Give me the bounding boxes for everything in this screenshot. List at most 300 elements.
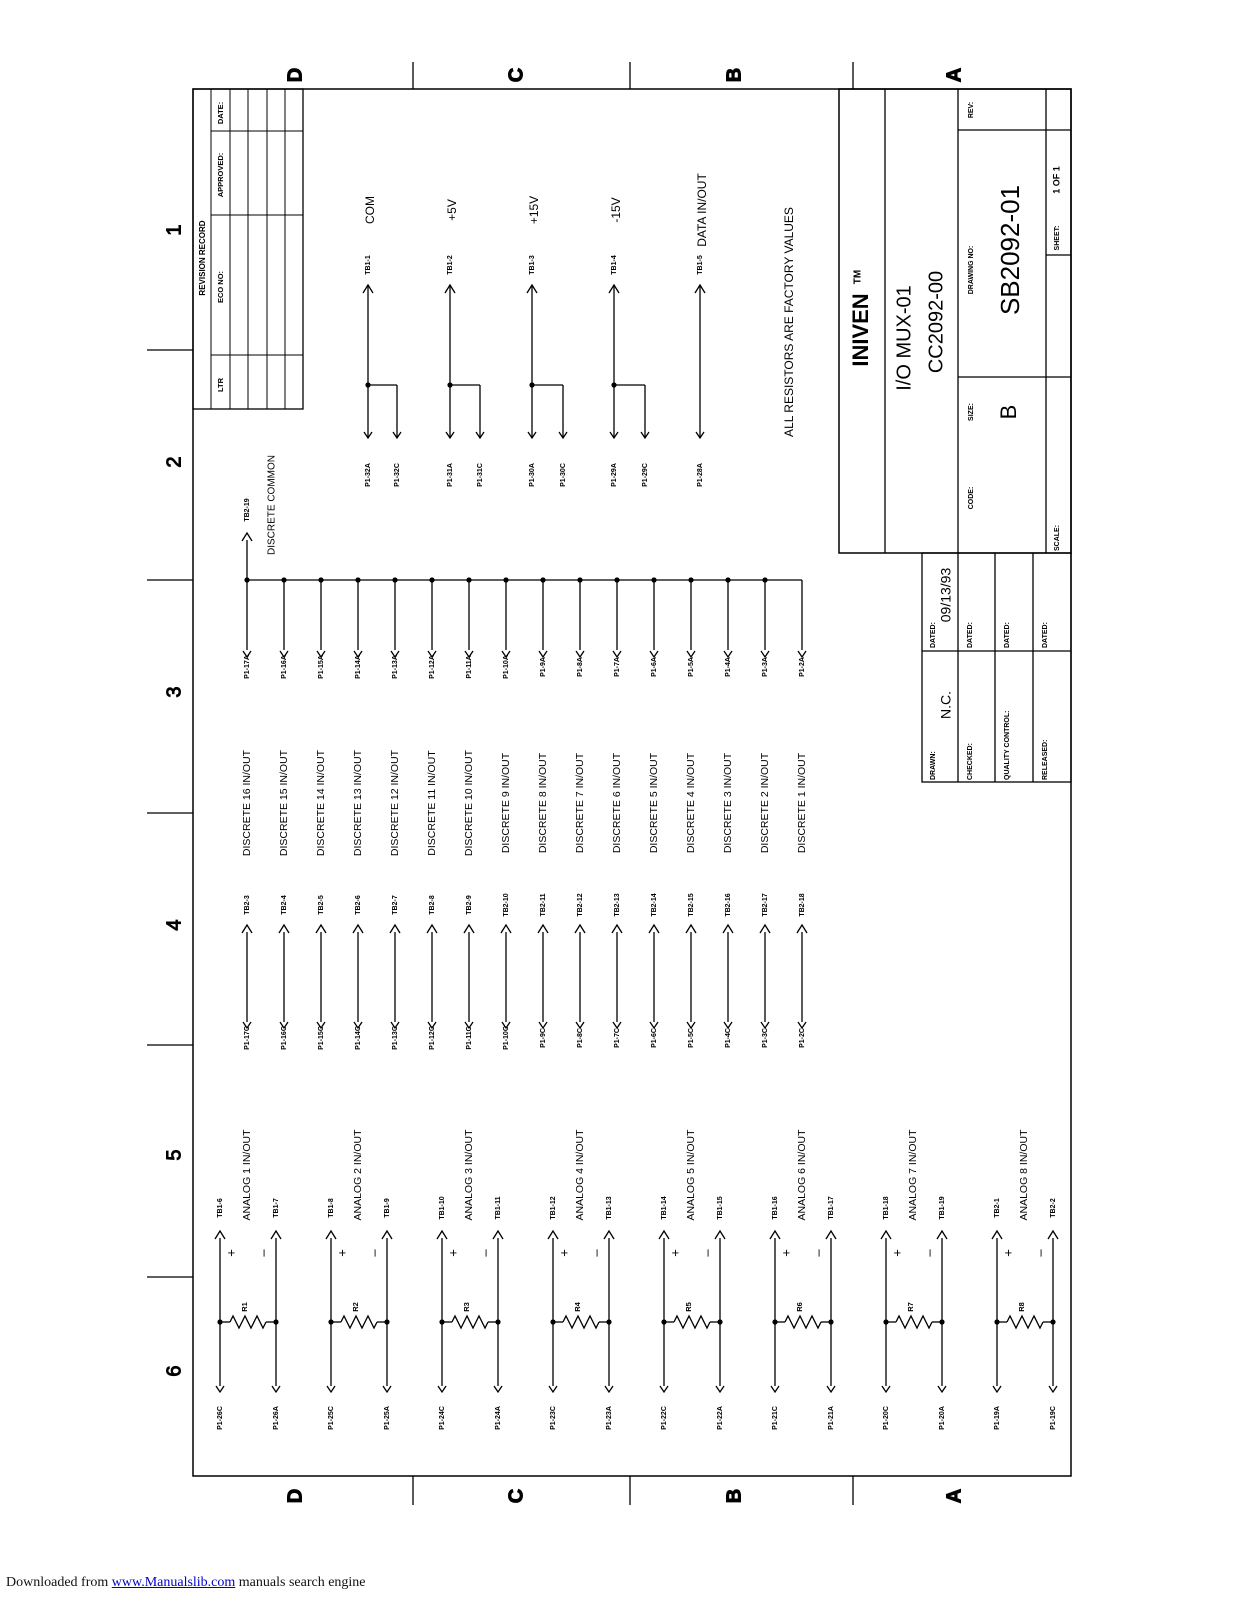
- connector-pin-label: P1-26C: [216, 1406, 224, 1430]
- connector-pin-label: P1-19A: [993, 1406, 1001, 1430]
- terminal-arrow: [390, 925, 400, 933]
- connector-pin-label: P1-6A: [650, 657, 658, 677]
- discrete-signal-label: DISCRETE 14 IN/OUT: [314, 749, 327, 857]
- connector-chevron: [798, 1022, 806, 1028]
- connector-pin-label: P1-9A: [539, 657, 547, 677]
- approvals-block: [922, 553, 1071, 782]
- connector-chevron: [539, 651, 547, 657]
- discrete-signal-label: DISCRETE 9 IN/OUT: [499, 752, 512, 854]
- discrete-signal-label: DISCRETE 6 IN/OUT: [610, 752, 623, 854]
- terminal-arrow: [649, 925, 659, 933]
- terminal-label: TB1-10: [438, 1196, 446, 1220]
- analog-signal-label: ANALOG 1 IN/OUT: [240, 1129, 253, 1221]
- power-connections: [363, 173, 796, 487]
- junction-dot: [217, 1319, 222, 1324]
- discrete-signal-label: DISCRETE 1 IN/OUT: [795, 752, 808, 854]
- terminal-label: TB2-12: [576, 893, 584, 917]
- resistor-symbol: [785, 1316, 821, 1328]
- terminal-label: TB2-2: [1049, 1198, 1057, 1218]
- terminal-label: TB2-5: [317, 895, 325, 915]
- connector-pin-label: P1-15C: [317, 1026, 325, 1050]
- terminal-label: TB2-14: [650, 893, 658, 917]
- discrete-common-label: DISCRETE COMMON: [266, 455, 278, 555]
- approval-name: N.C.: [937, 691, 954, 719]
- connector-pin-label: P1-23A: [605, 1406, 613, 1430]
- junction-dot: [495, 1319, 500, 1324]
- connector-pin-label: P1-13A: [391, 655, 399, 679]
- terminal-label: TB2-15: [687, 893, 695, 917]
- revision-column-header: LTR: [215, 377, 225, 393]
- connector-chevron: [576, 651, 584, 657]
- connector-pin-label: P1-4A: [724, 657, 732, 677]
- signal-label: +15V: [527, 195, 542, 225]
- terminal-arrow: [382, 1231, 392, 1239]
- polarity-minus: –: [921, 1249, 937, 1257]
- discrete-signal-label: DISCRETE 4 IN/OUT: [684, 752, 697, 854]
- connector-pin-label: P1-23C: [549, 1406, 557, 1430]
- discrete-signal-label: DISCRETE 15 IN/OUT: [277, 749, 290, 857]
- connector-chevron: [494, 1386, 502, 1392]
- junction-dot: [883, 1319, 888, 1324]
- resistor-symbol: [1007, 1316, 1043, 1328]
- connector-chevron: [650, 1022, 658, 1028]
- connector-pin-label: P1-11A: [465, 655, 473, 679]
- scale-label: SCALE:: [1053, 524, 1061, 552]
- terminal-arrow: [493, 1231, 503, 1239]
- connector-chevron: [761, 1022, 769, 1028]
- analog-signal-label: ANALOG 5 IN/OUT: [684, 1129, 697, 1221]
- terminal-arrow: [316, 925, 326, 933]
- approval-role-label: RELEASED:: [1041, 739, 1049, 780]
- terminal-arrow: [575, 925, 585, 933]
- discrete-signal-label: DISCRETE 7 IN/OUT: [573, 752, 586, 854]
- discrete-signal-label: DISCRETE 3 IN/OUT: [721, 752, 734, 854]
- connector-pin-label: P1-16A: [280, 655, 288, 679]
- connector-chevron: [613, 651, 621, 657]
- connector-chevron: [771, 1386, 779, 1392]
- junction-dot: [273, 1319, 278, 1324]
- analog-channel: [215, 1129, 281, 1430]
- terminal-label: TB2-3: [243, 895, 251, 915]
- analog-connections: [215, 1129, 1058, 1430]
- discrete-signal-label: DISCRETE 16 IN/OUT: [240, 749, 253, 857]
- connector-pin-label: P1-16C: [280, 1026, 288, 1050]
- approval-dated-label: DATED:: [1041, 622, 1049, 648]
- terminal-label: TB1-11: [494, 1196, 502, 1220]
- connector-chevron: [993, 1386, 1001, 1392]
- terminal-arrow: [353, 925, 363, 933]
- zone-number: 4: [163, 919, 186, 931]
- terminal-label: TB2-10: [502, 893, 510, 917]
- connector-pin-label: P1-22A: [716, 1406, 724, 1430]
- polarity-minus: –: [588, 1249, 604, 1257]
- connector-chevron: [539, 1022, 547, 1028]
- terminal-label: TB2-4: [280, 895, 288, 915]
- terminal-arrow: [464, 925, 474, 933]
- connector-pin-label: P1-5A: [687, 657, 695, 677]
- zone-number: 6: [163, 1365, 186, 1377]
- footer-suffix: manuals search engine: [235, 1575, 366, 1590]
- terminal-arrow: [501, 925, 511, 933]
- connector-chevron: [827, 1386, 835, 1392]
- terminal-arrow: [881, 1231, 891, 1239]
- polarity-minus: –: [366, 1249, 382, 1257]
- connector-pin-label: P1-29A: [610, 463, 618, 487]
- junction-dot: [828, 1319, 833, 1324]
- connector-chevron: [650, 651, 658, 657]
- terminal-arrow: [659, 1231, 669, 1239]
- connector-pin-label: P1-11C: [465, 1026, 473, 1050]
- resistor-symbol: [563, 1316, 599, 1328]
- title-block-border: [839, 89, 1071, 553]
- connector-pin-label: P1-2C: [798, 1028, 806, 1048]
- size-value: B: [995, 404, 1021, 420]
- resistor-label: R3: [461, 1302, 471, 1312]
- junction-dot: [384, 1319, 389, 1324]
- polarity-minus: –: [477, 1249, 493, 1257]
- connector-pin-label: P1-2A: [798, 657, 806, 677]
- terminal-label: TB1-5: [696, 255, 704, 275]
- junction-dot: [606, 1319, 611, 1324]
- terminal-arrow: [612, 925, 622, 933]
- revision-record-title: REVISION RECORD: [198, 220, 208, 296]
- terminal-label: TB1-3: [528, 255, 536, 275]
- polarity-minus: –: [1032, 1249, 1048, 1257]
- connector-pin-label: P1-32A: [364, 463, 372, 487]
- analog-channel: [437, 1129, 503, 1430]
- terminal-label: TB1-15: [716, 1196, 724, 1220]
- approval-date: 09/13/93: [937, 567, 954, 623]
- terminal-arrow: [760, 925, 770, 933]
- terminal-arrow: [937, 1231, 947, 1239]
- connector-pin-label: P1-9C: [539, 1028, 547, 1048]
- connector-pin-label: P1-32C: [393, 463, 401, 487]
- connector-chevron: [327, 1386, 335, 1392]
- analog-channel: [548, 1129, 614, 1430]
- terminal-label: TB2-11: [539, 893, 547, 917]
- connector-chevron: [716, 1386, 724, 1392]
- connector-chevron: [687, 651, 695, 657]
- junction-dot: [661, 1319, 666, 1324]
- polarity-plus: +: [556, 1249, 572, 1257]
- company-logo-text: INIVEN: [847, 293, 873, 367]
- drawing-number: SB2092-01: [994, 184, 1025, 316]
- terminal-arrow: [686, 925, 696, 933]
- download-footer: [6, 1575, 366, 1591]
- connector-pin-label: P1-29C: [641, 463, 649, 487]
- connector-chevron: [761, 651, 769, 657]
- connector-pin-label: P1-20A: [938, 1406, 946, 1430]
- discrete-signal-label: DISCRETE 11 IN/OUT: [425, 750, 438, 856]
- terminal-label: TB2-1: [993, 1198, 1001, 1218]
- terminal-arrow: [271, 1231, 281, 1239]
- drawing-number-label: DRAWING NO:: [967, 245, 975, 295]
- connector-pin-label: P1-22C: [660, 1406, 668, 1430]
- zone-letter: A: [943, 1488, 966, 1504]
- zone-number: 1: [163, 224, 186, 236]
- rev-label: REV:: [967, 101, 975, 119]
- analog-channel: [659, 1129, 725, 1430]
- terminal-label: TB1-8: [327, 1198, 335, 1218]
- connector-chevron: [882, 1386, 890, 1392]
- connector-pin-label: P1-30A: [528, 463, 536, 487]
- resistor-symbol: [230, 1316, 266, 1328]
- terminal-arrow: [1048, 1231, 1058, 1239]
- terminal-label: TB1-2: [446, 255, 454, 275]
- connector-chevron: [660, 1386, 668, 1392]
- resistor-symbol: [896, 1316, 932, 1328]
- resistor-label: R7: [905, 1302, 915, 1312]
- revision-column-header: DATE:: [215, 101, 225, 125]
- terminal-arrow: [548, 1231, 558, 1239]
- resistor-label: R6: [794, 1302, 804, 1312]
- connector-pin-label: P1-14A: [354, 655, 362, 679]
- junction-dot: [439, 1319, 444, 1324]
- approval-dated-label: DATED:: [1003, 622, 1011, 648]
- analog-channel: [881, 1129, 947, 1430]
- junction-dot: [717, 1319, 722, 1324]
- connector-chevron: [576, 1022, 584, 1028]
- terminal-arrow: [538, 925, 548, 933]
- connector-chevron: [1049, 1386, 1057, 1392]
- discrete-signal-label: DISCRETE 12 IN/OUT: [388, 749, 401, 857]
- discrete-signal-label: DISCRETE 5 IN/OUT: [647, 752, 660, 854]
- trademark-mark: TM: [852, 269, 864, 285]
- connector-chevron: [613, 1022, 621, 1028]
- discrete-signal-label: DISCRETE 8 IN/OUT: [536, 752, 549, 854]
- revision-record-table: [193, 89, 303, 409]
- terminal-label: TB2-9: [465, 895, 473, 915]
- connector-pin-label: P1-21A: [827, 1406, 835, 1430]
- connector-pin-label: P1-10C: [502, 1026, 510, 1050]
- analog-signal-label: ANALOG 7 IN/OUT: [906, 1129, 919, 1221]
- connector-pin-label: P1-21C: [771, 1406, 779, 1430]
- connector-pin-label: P1-8C: [576, 1028, 584, 1048]
- terminal-label: TB1-1: [364, 255, 372, 275]
- resistor-symbol: [674, 1316, 710, 1328]
- terminal-arrow: [242, 533, 252, 541]
- terminal-arrow: [279, 925, 289, 933]
- connector-pin-label: P1-12C: [428, 1026, 436, 1050]
- terminal-label: TB1-6: [216, 1198, 224, 1218]
- terminal-label: TB1-13: [605, 1196, 613, 1220]
- analog-signal-label: ANALOG 3 IN/OUT: [462, 1129, 475, 1221]
- connector-pin-label: P1-24A: [494, 1406, 502, 1430]
- polarity-plus: +: [334, 1249, 350, 1257]
- zone-letter: A: [943, 67, 966, 83]
- connector-pin-label: P1-25C: [327, 1406, 335, 1430]
- polarity-minus: –: [255, 1249, 271, 1257]
- terminal-label: TB2-16: [724, 893, 732, 917]
- analog-signal-label: ANALOG 2 IN/OUT: [351, 1129, 364, 1221]
- connector-pin-label: P1-17C: [243, 1026, 251, 1050]
- connector-pin-label: P1-7A: [613, 657, 621, 677]
- connector-pin-label: P1-3C: [761, 1028, 769, 1048]
- terminal-label: TB1-19: [938, 1196, 946, 1220]
- zone-number: 2: [163, 456, 186, 468]
- discrete-connections: [241, 455, 808, 1050]
- terminal-label: TB1-12: [549, 1196, 557, 1220]
- analog-channel: [770, 1129, 836, 1430]
- terminal-arrow: [427, 925, 437, 933]
- analog-signal-label: ANALOG 6 IN/OUT: [795, 1129, 808, 1221]
- resistor-label: R4: [572, 1302, 582, 1312]
- terminal-arrow: [604, 1231, 614, 1239]
- connector-pin-label: P1-12A: [428, 655, 436, 679]
- connector-chevron: [272, 1386, 280, 1392]
- zone-letter: D: [284, 67, 307, 83]
- zone-letter: C: [505, 1488, 528, 1504]
- zone-letter: D: [284, 1488, 307, 1504]
- approval-role-label: DRAWN:: [929, 751, 937, 780]
- connector-pin-label: P1-31C: [476, 463, 484, 487]
- terminal-arrow: [797, 925, 807, 933]
- polarity-plus: +: [667, 1249, 683, 1257]
- connector-pin-label: P1-8A: [576, 657, 584, 677]
- connector-pin-label: P1-25A: [383, 1406, 391, 1430]
- manualslib-link[interactable]: www.Manualslib.com: [111, 1575, 236, 1590]
- discrete-signal-label: DISCRETE 2 IN/OUT: [758, 752, 771, 854]
- connector-pin-label: P1-4C: [724, 1028, 732, 1048]
- terminal-arrow: [215, 1231, 225, 1239]
- sheet-label: SHEET:: [1053, 225, 1061, 251]
- terminal-label: TB1-16: [771, 1196, 779, 1220]
- polarity-plus: +: [889, 1249, 905, 1257]
- terminal-label: TB2-6: [354, 895, 362, 915]
- resistor-label: R8: [1016, 1302, 1026, 1312]
- terminal-label: TB1-17: [827, 1196, 835, 1220]
- drawing-title: I/O MUX-01: [893, 285, 916, 391]
- analog-channel: [326, 1129, 392, 1430]
- drawing-subtitle: CC2092-00: [925, 270, 948, 374]
- polarity-plus: +: [1000, 1249, 1016, 1257]
- approval-role-label: QUALITY CONTROL:: [1003, 710, 1011, 780]
- connector-pin-label: P1-7C: [613, 1028, 621, 1048]
- terminal-arrow: [992, 1231, 1002, 1239]
- signal-label: DATA IN/OUT: [695, 173, 710, 247]
- revision-column-header: APPROVED:: [215, 152, 225, 198]
- connector-pin-label: P1-5C: [687, 1028, 695, 1048]
- terminal-label: TB2-8: [428, 895, 436, 915]
- discrete-signal-label: DISCRETE 10 IN/OUT: [462, 749, 475, 857]
- connector-pin-label: P1-26A: [272, 1406, 280, 1430]
- footer-prefix: Downloaded from: [6, 1575, 112, 1590]
- junction-dot: [994, 1319, 999, 1324]
- signal-label: +5V: [445, 199, 460, 221]
- size-label: SIZE:: [967, 403, 975, 421]
- terminal-arrow: [715, 1231, 725, 1239]
- terminal-arrow: [723, 925, 733, 933]
- zone-letter: C: [505, 67, 528, 83]
- terminal-label: TB2-19: [243, 498, 251, 522]
- title-block: [839, 89, 1071, 553]
- junction-dot: [939, 1319, 944, 1324]
- terminal-label: TB2-17: [761, 893, 769, 917]
- revision-column-header: ECO NO:: [215, 270, 225, 304]
- polarity-plus: +: [223, 1249, 239, 1257]
- connector-pin-label: P1-14C: [354, 1026, 362, 1050]
- zone-letter: B: [723, 1488, 746, 1504]
- junction-dot: [550, 1319, 555, 1324]
- connector-chevron: [724, 1022, 732, 1028]
- connector-pin-label: P1-17A: [243, 655, 251, 679]
- connector-pin-label: P1-6C: [650, 1028, 658, 1048]
- approval-dated-label: DATED:: [929, 622, 937, 648]
- connector-chevron: [605, 1386, 613, 1392]
- connector-pin-label: P1-31A: [446, 463, 454, 487]
- sheet-value: 1 OF 1: [1051, 166, 1062, 194]
- connector-chevron: [724, 651, 732, 657]
- terminal-label: TB2-18: [798, 893, 806, 917]
- resistor-label: R1: [239, 1302, 249, 1312]
- terminal-label: TB1-14: [660, 1196, 668, 1220]
- polarity-plus: +: [445, 1249, 461, 1257]
- terminal-arrow: [242, 925, 252, 933]
- terminal-label: TB2-13: [613, 893, 621, 917]
- connector-chevron: [216, 1386, 224, 1392]
- connector-chevron: [798, 651, 806, 657]
- analog-channel: [992, 1129, 1058, 1430]
- resistor-symbol: [341, 1316, 377, 1328]
- terminal-label: TB1-7: [272, 1198, 280, 1218]
- connector-pin-label: P1-10A: [502, 655, 510, 679]
- approval-role-label: CHECKED:: [966, 743, 974, 780]
- connector-chevron: [938, 1386, 946, 1392]
- signal-label: -15V: [609, 197, 624, 223]
- connector-pin-label: P1-28A: [696, 463, 704, 487]
- connector-pin-label: P1-30C: [559, 463, 567, 487]
- junction-dot: [1050, 1319, 1055, 1324]
- approval-dated-label: DATED:: [966, 622, 974, 648]
- junction-dot: [772, 1319, 777, 1324]
- terminal-arrow: [826, 1231, 836, 1239]
- terminal-arrow: [326, 1231, 336, 1239]
- connector-pin-label: P1-24C: [438, 1406, 446, 1430]
- polarity-plus: +: [778, 1249, 794, 1257]
- signal-label: COM: [363, 196, 378, 224]
- terminal-arrow: [437, 1231, 447, 1239]
- zone-letter: B: [723, 67, 746, 83]
- resistor-label: R2: [350, 1302, 360, 1312]
- zone-number: 3: [163, 686, 186, 698]
- terminal-arrow: [770, 1231, 780, 1239]
- connector-pin-label: P1-13C: [391, 1026, 399, 1050]
- junction-dot: [328, 1319, 333, 1324]
- polarity-minus: –: [699, 1249, 715, 1257]
- discrete-signal-label: DISCRETE 13 IN/OUT: [351, 749, 364, 857]
- factory-values-note: ALL RESISTORS ARE FACTORY VALUES: [782, 207, 797, 437]
- terminal-label: TB1-18: [882, 1196, 890, 1220]
- connector-chevron: [438, 1386, 446, 1392]
- analog-signal-label: ANALOG 8 IN/OUT: [1017, 1129, 1030, 1221]
- resistor-label: R5: [683, 1302, 693, 1312]
- analog-signal-label: ANALOG 4 IN/OUT: [573, 1129, 586, 1221]
- connector-pin-label: P1-3A: [761, 657, 769, 677]
- resistor-symbol: [452, 1316, 488, 1328]
- connector-chevron: [549, 1386, 557, 1392]
- connector-pin-label: P1-19C: [1049, 1406, 1057, 1430]
- connector-pin-label: P1-20C: [882, 1406, 890, 1430]
- terminal-label: TB1-4: [610, 255, 618, 275]
- zone-number: 5: [163, 1149, 186, 1161]
- terminal-label: TB1-9: [383, 1198, 391, 1218]
- polarity-minus: –: [810, 1249, 826, 1257]
- code-label: CODE:: [967, 486, 975, 510]
- connector-chevron: [383, 1386, 391, 1392]
- terminal-label: TB2-7: [391, 895, 399, 915]
- connector-chevron: [687, 1022, 695, 1028]
- connector-pin-label: P1-15A: [317, 655, 325, 679]
